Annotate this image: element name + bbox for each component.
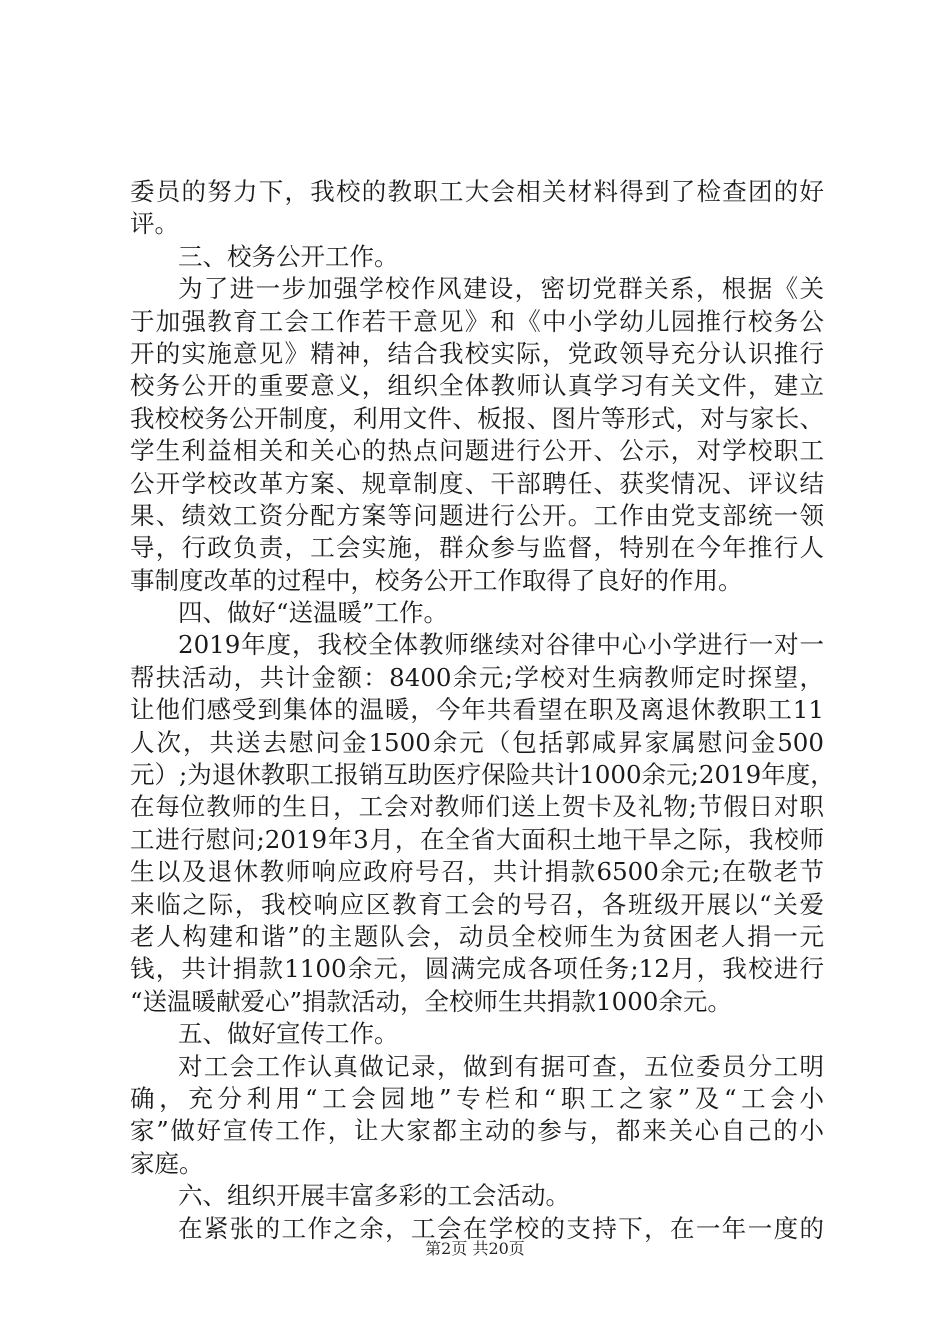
paragraph-line: 对工会工作认真做记录，做到有据可查，五位委员分工明 xyxy=(178,1051,824,1081)
paragraph-line: 家庭。 xyxy=(130,1148,204,1178)
paragraph-line: 确，充分利用“工会园地”专栏和“职工之家”及“工会小 xyxy=(130,1083,824,1113)
paragraph-line: 元）;为退休教职工报销互助医疗保险共计1000余元;2019年度， xyxy=(130,760,835,790)
paragraph-line: 让他们感受到集体的温暖，今年共看望在职及离退休教职工11 xyxy=(130,695,824,725)
paragraph-line: 委员的努力下，我校的教职工大会相关材料得到了检查团的好 xyxy=(130,177,824,206)
paragraph-line: 果、绩效工资分配方案等问题进行公开。工作由党支部统一领 xyxy=(130,500,824,530)
paragraph-line: 学生利益相关和关心的热点问题进行公开、公示，对学校职工 xyxy=(130,436,824,466)
paragraph-line: 老人构建和谐”的主题队会，动员全校师生为贫困老人捐一元 xyxy=(130,921,824,951)
page-footer: 第2页 共20页 xyxy=(425,1239,525,1258)
paragraph-line: 人次，共送去慰问金1500余元（包括郭咸昇家属慰问金500 xyxy=(130,727,824,757)
paragraph-line: 工进行慰问;2019年3月，在全省大面积土地干旱之际，我校师 xyxy=(130,824,824,854)
paragraph-line: 2019年度，我校全体教师继续对谷律中心小学进行一对一 xyxy=(178,630,824,660)
section-heading: 四、做好“送温暖”工作。 xyxy=(178,598,449,628)
paragraph-line: 事制度改革的过程中，校务公开工作取得了良好的作用。 xyxy=(130,565,743,595)
section-heading: 三、校务公开工作。 xyxy=(178,241,399,271)
paragraph-line: “送温暖献爱心”捐款活动，全校师生共捐款1000余元。 xyxy=(130,986,732,1016)
section-heading: 六、组织开展丰富多彩的工会活动。 xyxy=(178,1181,570,1211)
paragraph-line: 导，行政负责，工会实施，群众参与监督，特别在今年推行人 xyxy=(130,533,824,563)
paragraph-line: 于加强教育工会工作若干意见》和《中小学幼儿园推行校务公 xyxy=(130,306,824,336)
paragraph-line: 在紧张的工作之余，工会在学校的支持下，在一年一度的 xyxy=(178,1213,824,1243)
paragraph-line: 生以及退休教师响应政府号召，共计捐款6500余元;在敬老节 xyxy=(130,857,824,887)
paragraph-line: 我校校务公开制度，利用文件、板报、图片等形式，对与家长、 xyxy=(130,403,824,433)
paragraph-line: 在每位教师的生日，工会对教师们送上贺卡及礼物;节假日对职 xyxy=(130,792,824,822)
paragraph-line: 钱，共计捐款1100余元，圆满完成各项任务;12月，我校进行 xyxy=(130,954,824,984)
document-body xyxy=(130,176,835,1245)
paragraph-line: 校务公开的重要意义，组织全体教师认真学习有关文件，建立 xyxy=(130,371,824,401)
paragraph-line: 家”做好宣传工作，让大家都主动的参与，都来关心自己的小 xyxy=(130,1116,824,1146)
paragraph-line: 开的实施意见》精神，结合我校实际，党政领导充分认识推行 xyxy=(130,338,824,368)
paragraph-line: 公开学校改革方案、规章制度、干部聘任、获奖情况、评议结 xyxy=(130,468,824,498)
paragraph-line: 帮扶活动，共计金额：8400余元;学校对生病教师定时探望， xyxy=(130,662,824,692)
paragraph-line: 为了进一步加强学校作风建设，密切党群关系，根据《关 xyxy=(178,274,824,304)
paragraph-line: 评。 xyxy=(130,209,179,239)
paragraph-line: 来临之际，我校响应区教育工会的号召，各班级开展以“关爱 xyxy=(130,889,824,919)
section-heading: 五、做好宣传工作。 xyxy=(178,1019,399,1049)
